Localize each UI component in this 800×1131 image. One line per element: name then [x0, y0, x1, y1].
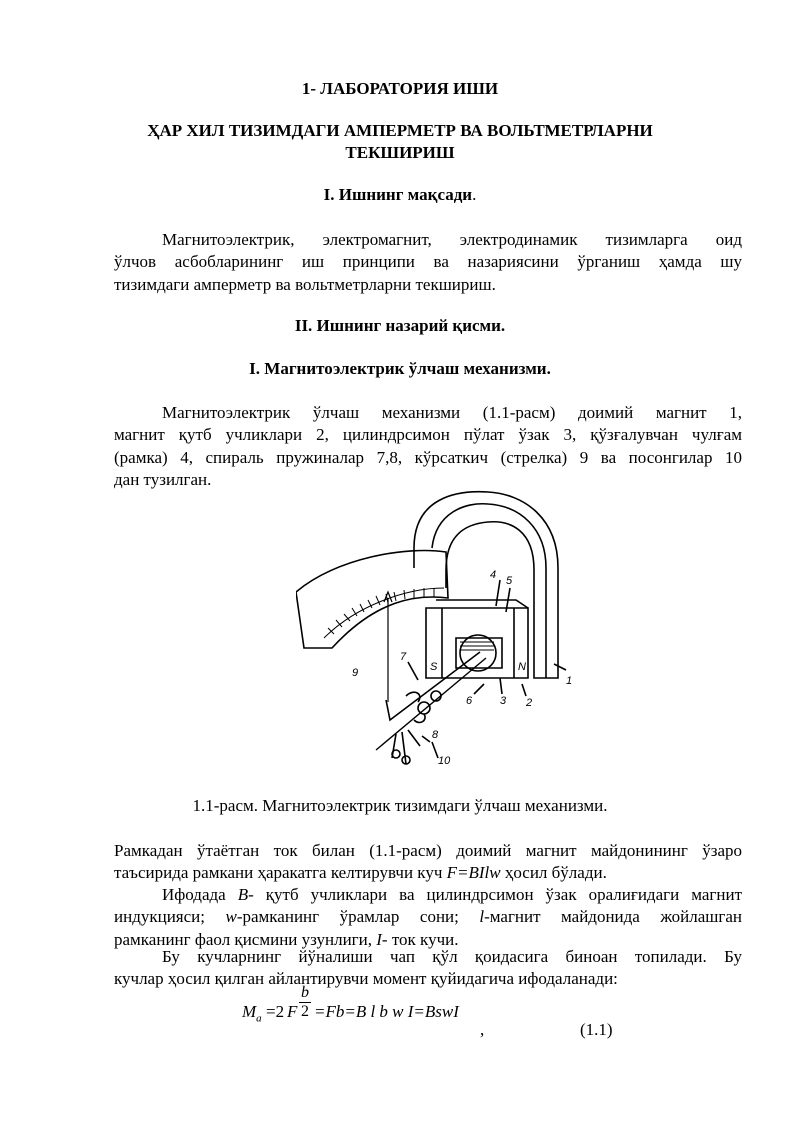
lab-subtitle-line-1: ҲАР ХИЛ ТИЗИМДАГИ АМПЕРМЕТР ВА ВОЛЬТМЕТРЛАРНИ	[147, 121, 653, 140]
formula-fraction-numerator: b	[301, 984, 309, 1001]
force-line-1: Рамкадан ўтаётган ток билан (1.1-расм) доимий магнит майдонининг ўзаро	[114, 841, 742, 860]
formula-comma: ,	[480, 1020, 485, 1039]
figure-label-10: 10	[438, 755, 451, 767]
figure-label-7: 7	[400, 651, 407, 663]
mechanism-line-4: дан тузилган.	[114, 470, 212, 490]
mechanism-paragraph	[114, 402, 742, 492]
symbol-i: I	[376, 929, 382, 949]
formula-f: F	[287, 1002, 298, 1021]
section-heading-theory: II. Ишнинг назарий қисми.	[294, 316, 506, 335]
figure-label-3: 3	[500, 695, 507, 707]
figure-label-n-pole: N	[518, 661, 526, 673]
formula-fraction-denominator: 2	[301, 1003, 309, 1020]
figure-label-6: 6	[466, 695, 473, 707]
formula-lhs	[242, 1002, 262, 1024]
definitions-line-2	[114, 906, 742, 928]
definitions-paragraph	[114, 884, 742, 951]
goal-line-1: Магнитоэлектрик, электромагнит, электродинамик тизимларга оид	[162, 230, 742, 249]
section-heading-goal-dot: .	[472, 185, 477, 204]
figure-label-8: 8	[432, 729, 439, 741]
equation-number: (1.1)	[580, 1020, 613, 1039]
rule-line-2: кучлар ҳосил қилган айлантирувчи момент қуйидагича ифодаланади:	[114, 969, 618, 989]
section-heading-goal	[0, 184, 800, 206]
mechanism-line-1: Магнитоэлектрик ўлчаш механизми (1.1-расм) доимий магнит 1,	[162, 403, 742, 422]
rule-paragraph	[114, 946, 742, 991]
subsection-heading-mechanism: I. Магнитоэлектрик ўлчаш механизми.	[249, 359, 551, 378]
symbol-l: l	[479, 907, 485, 927]
formula-part-1: =2	[266, 1002, 285, 1021]
definitions-line-1	[114, 884, 742, 906]
force-formula: F=BIlw	[446, 863, 501, 883]
definitions-text-f: рамканинг фаол қисмини узунлиги,	[114, 929, 377, 949]
force-line-2	[114, 862, 742, 884]
torque-formula	[242, 984, 572, 1040]
definitions-text-c: индукцияси;	[114, 907, 226, 927]
definitions-text-d: -рамканинг ўрамлар сони;	[236, 907, 480, 927]
figure-label-9: 9	[352, 667, 359, 679]
figure-label-4: 4	[490, 569, 497, 581]
force-paragraph	[114, 840, 742, 885]
force-line-2-text: таъсирида рамкани ҳаракатга келтирувчи куч	[114, 863, 447, 883]
formula-fraction	[298, 984, 312, 1021]
rule-line-1: Бу кучларнинг йўналиши чап қўл қоидасига биноан топилади. Бу	[162, 947, 742, 966]
goal-line-2: ўлчов асбобларининг иш принципи ва назариясини ўрганиш ҳамда шу	[114, 252, 742, 272]
definitions-text-g: - ток кучи.	[381, 929, 459, 949]
lab-subtitle-line-2: ТЕКШИРИШ	[345, 143, 455, 162]
figure-label-2: 2	[526, 697, 533, 709]
mechanism-line-2: магнит қутб учликлари 2, цилиндрсимон пўлат ўзак 3, қўзғалувчан чулғам	[114, 425, 742, 445]
symbol-w: w	[225, 907, 237, 927]
goal-line-3: тизимдаги амперметр ва вольтметрларни текшириш.	[114, 274, 496, 294]
figure-caption: 1.1-расм. Магнитоэлектрик тизимдаги ўлчаш механизми.	[192, 796, 608, 815]
definitions-text-b: - қутб учликлари ва цилиндрсимон ўзак оралиғидаги магнит	[248, 885, 742, 904]
formula-rest: =Fb=B l b w I=BswI	[314, 1002, 459, 1021]
figure-magnetoelectric-mechanism	[296, 488, 582, 772]
definitions-text-e: -магнит майдонида жойлашган	[484, 907, 742, 927]
formula-subscript: a	[256, 1012, 262, 1025]
section-heading-goal-text: I. Ишнинг мақсади	[323, 185, 473, 204]
definitions-text-a: Ифодада	[162, 885, 238, 904]
goal-paragraph	[114, 229, 742, 296]
force-line-2-end: ҳосил бўлади.	[500, 863, 607, 883]
figure-label-5: 5	[506, 575, 513, 587]
mechanism-line-3: (рамка) 4, спираль пружиналар 7,8, кўрсаткич (стрелка) 9 ва посонгилар 10	[114, 447, 742, 467]
formula-m: M	[242, 1002, 257, 1021]
figure-label-s-pole: S	[430, 661, 438, 673]
lab-title: 1- ЛАБОРАТОРИЯ ИШИ	[301, 79, 499, 98]
symbol-b: B	[237, 885, 249, 904]
figure-label-1: 1	[566, 675, 573, 687]
